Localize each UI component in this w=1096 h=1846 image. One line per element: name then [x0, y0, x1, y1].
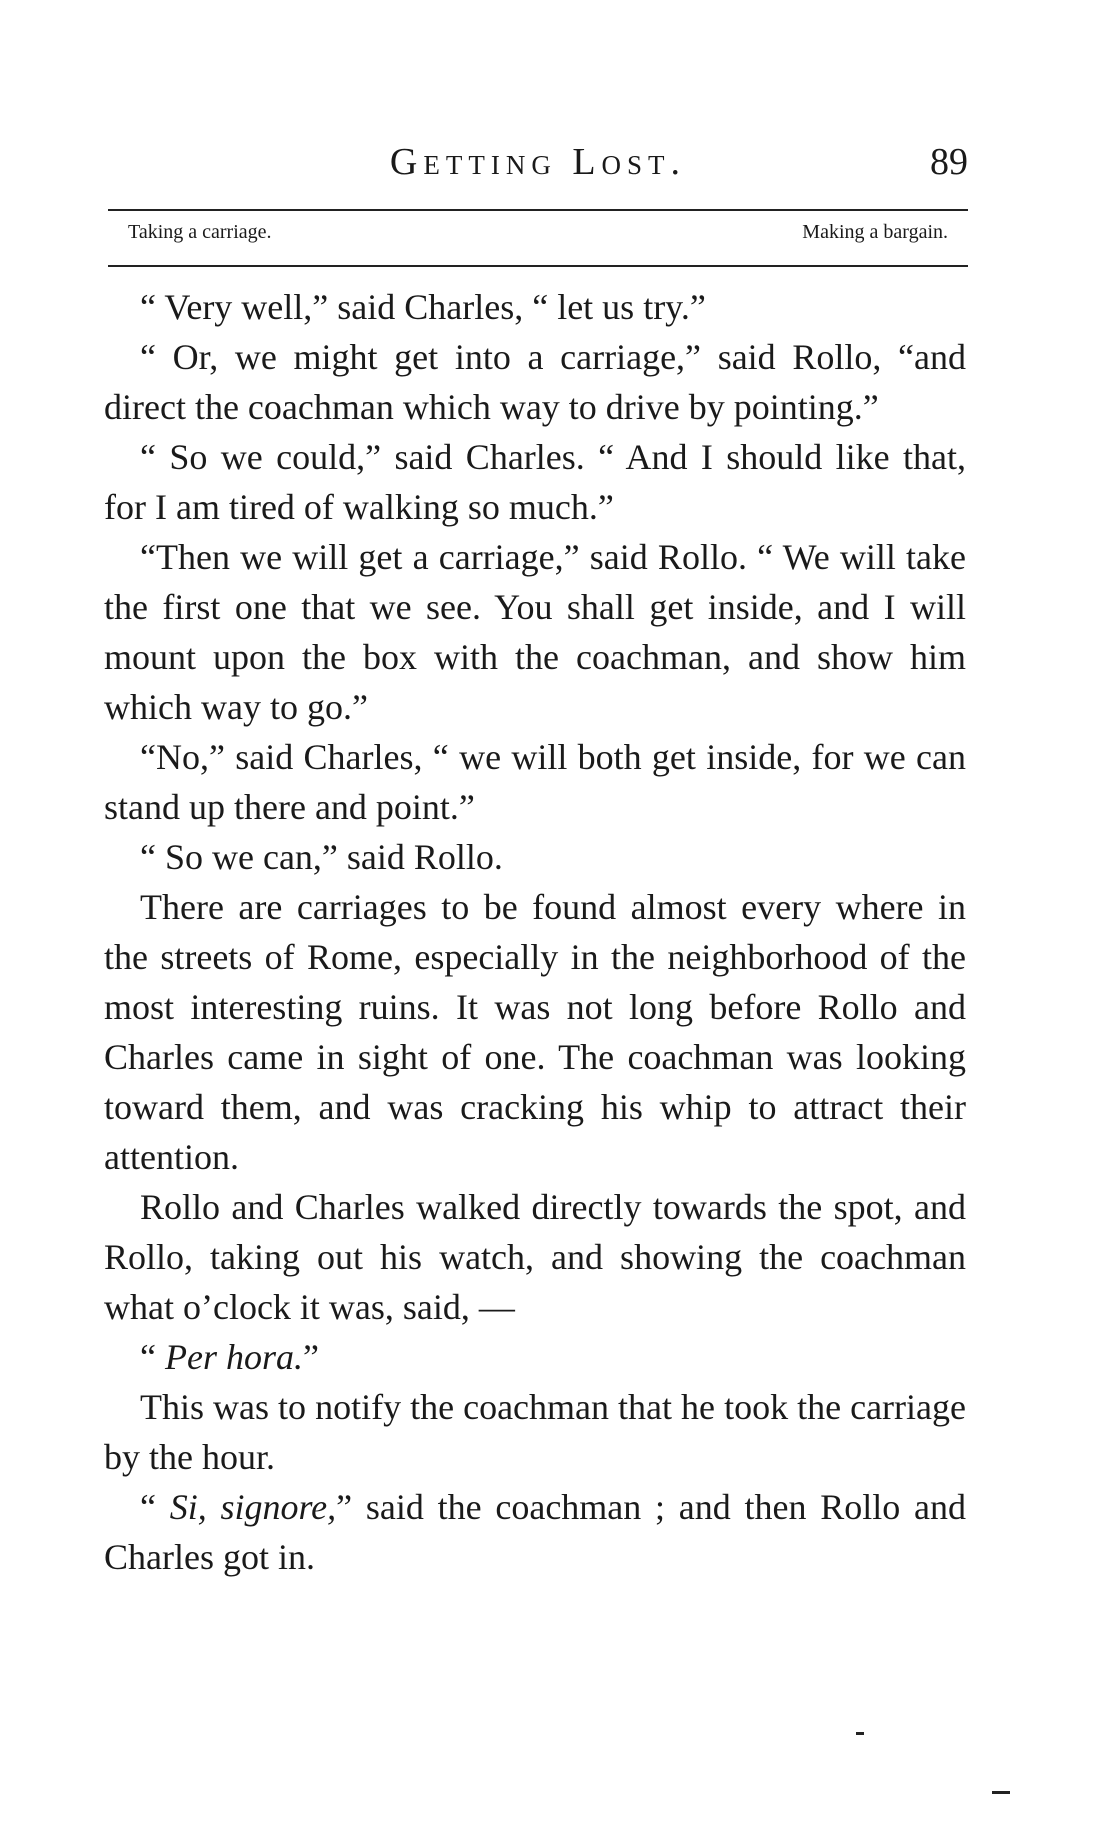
- body-text: [104, 282, 966, 1582]
- running-head: [108, 140, 968, 190]
- italic-phrase: Si, signore,: [169, 1487, 337, 1527]
- print-speck: [856, 1732, 864, 1735]
- subhead-left: Taking a carriage.: [128, 221, 272, 243]
- paragraph: Rollo and Charles walked directly towards the spot, and Rollo, taking out his watch, and showing the coachman what o’clock it was, said, —: [104, 1187, 966, 1327]
- paragraph-remainder: ” said the coachman ; and then Rollo and Charles got in.: [104, 1487, 966, 1577]
- quote-open: “: [140, 1337, 165, 1377]
- paragraph: “Then we will get a carriage,” said Rollo. “ We will take the first one that we see. You shall get inside, and I will mount upon the box with the coachman, and show him which way to go.”: [104, 537, 966, 727]
- header-rule-bottom: [108, 265, 968, 267]
- paragraph: “No,” said Charles, “ we will both get inside, for we can stand up there and point.”: [104, 737, 966, 827]
- paragraph: This was to notify the coachman that he took the carriage by the hour.: [104, 1387, 966, 1477]
- paragraph: There are carriages to be found almost every where in the streets of Rome, especially in the neighborhood of the most interesting ruins. It was not long before Rollo and Charles came in sight of one. The coachman was looking toward them, and was cracking his whip to attract their attention.: [104, 887, 966, 1177]
- paragraph: [104, 1332, 966, 1382]
- paragraph: “ Very well,” said Charles, “ let us try.”: [140, 287, 706, 327]
- subheads: [128, 221, 948, 251]
- paragraph: “ So we can,” said Rollo.: [140, 837, 503, 877]
- paragraph: “ So we could,” said Charles. “ And I should like that, for I am tired of walking so much.”: [104, 437, 966, 527]
- quote-close: ”: [302, 1337, 319, 1377]
- running-title: Getting Lost.: [389, 141, 687, 183]
- italic-phrase: Per hora.: [164, 1337, 303, 1377]
- paragraph: [104, 1482, 966, 1582]
- quote-open: “: [140, 1487, 170, 1527]
- header-rule-top: [108, 209, 968, 211]
- print-speck: [992, 1791, 1010, 1794]
- paragraph: “ Or, we might get into a carriage,” said Rollo, “and direct the coachman which way to drive by pointing.”: [104, 337, 966, 427]
- page-number: 89: [930, 141, 968, 183]
- subhead-right: Making a bargain.: [802, 221, 948, 243]
